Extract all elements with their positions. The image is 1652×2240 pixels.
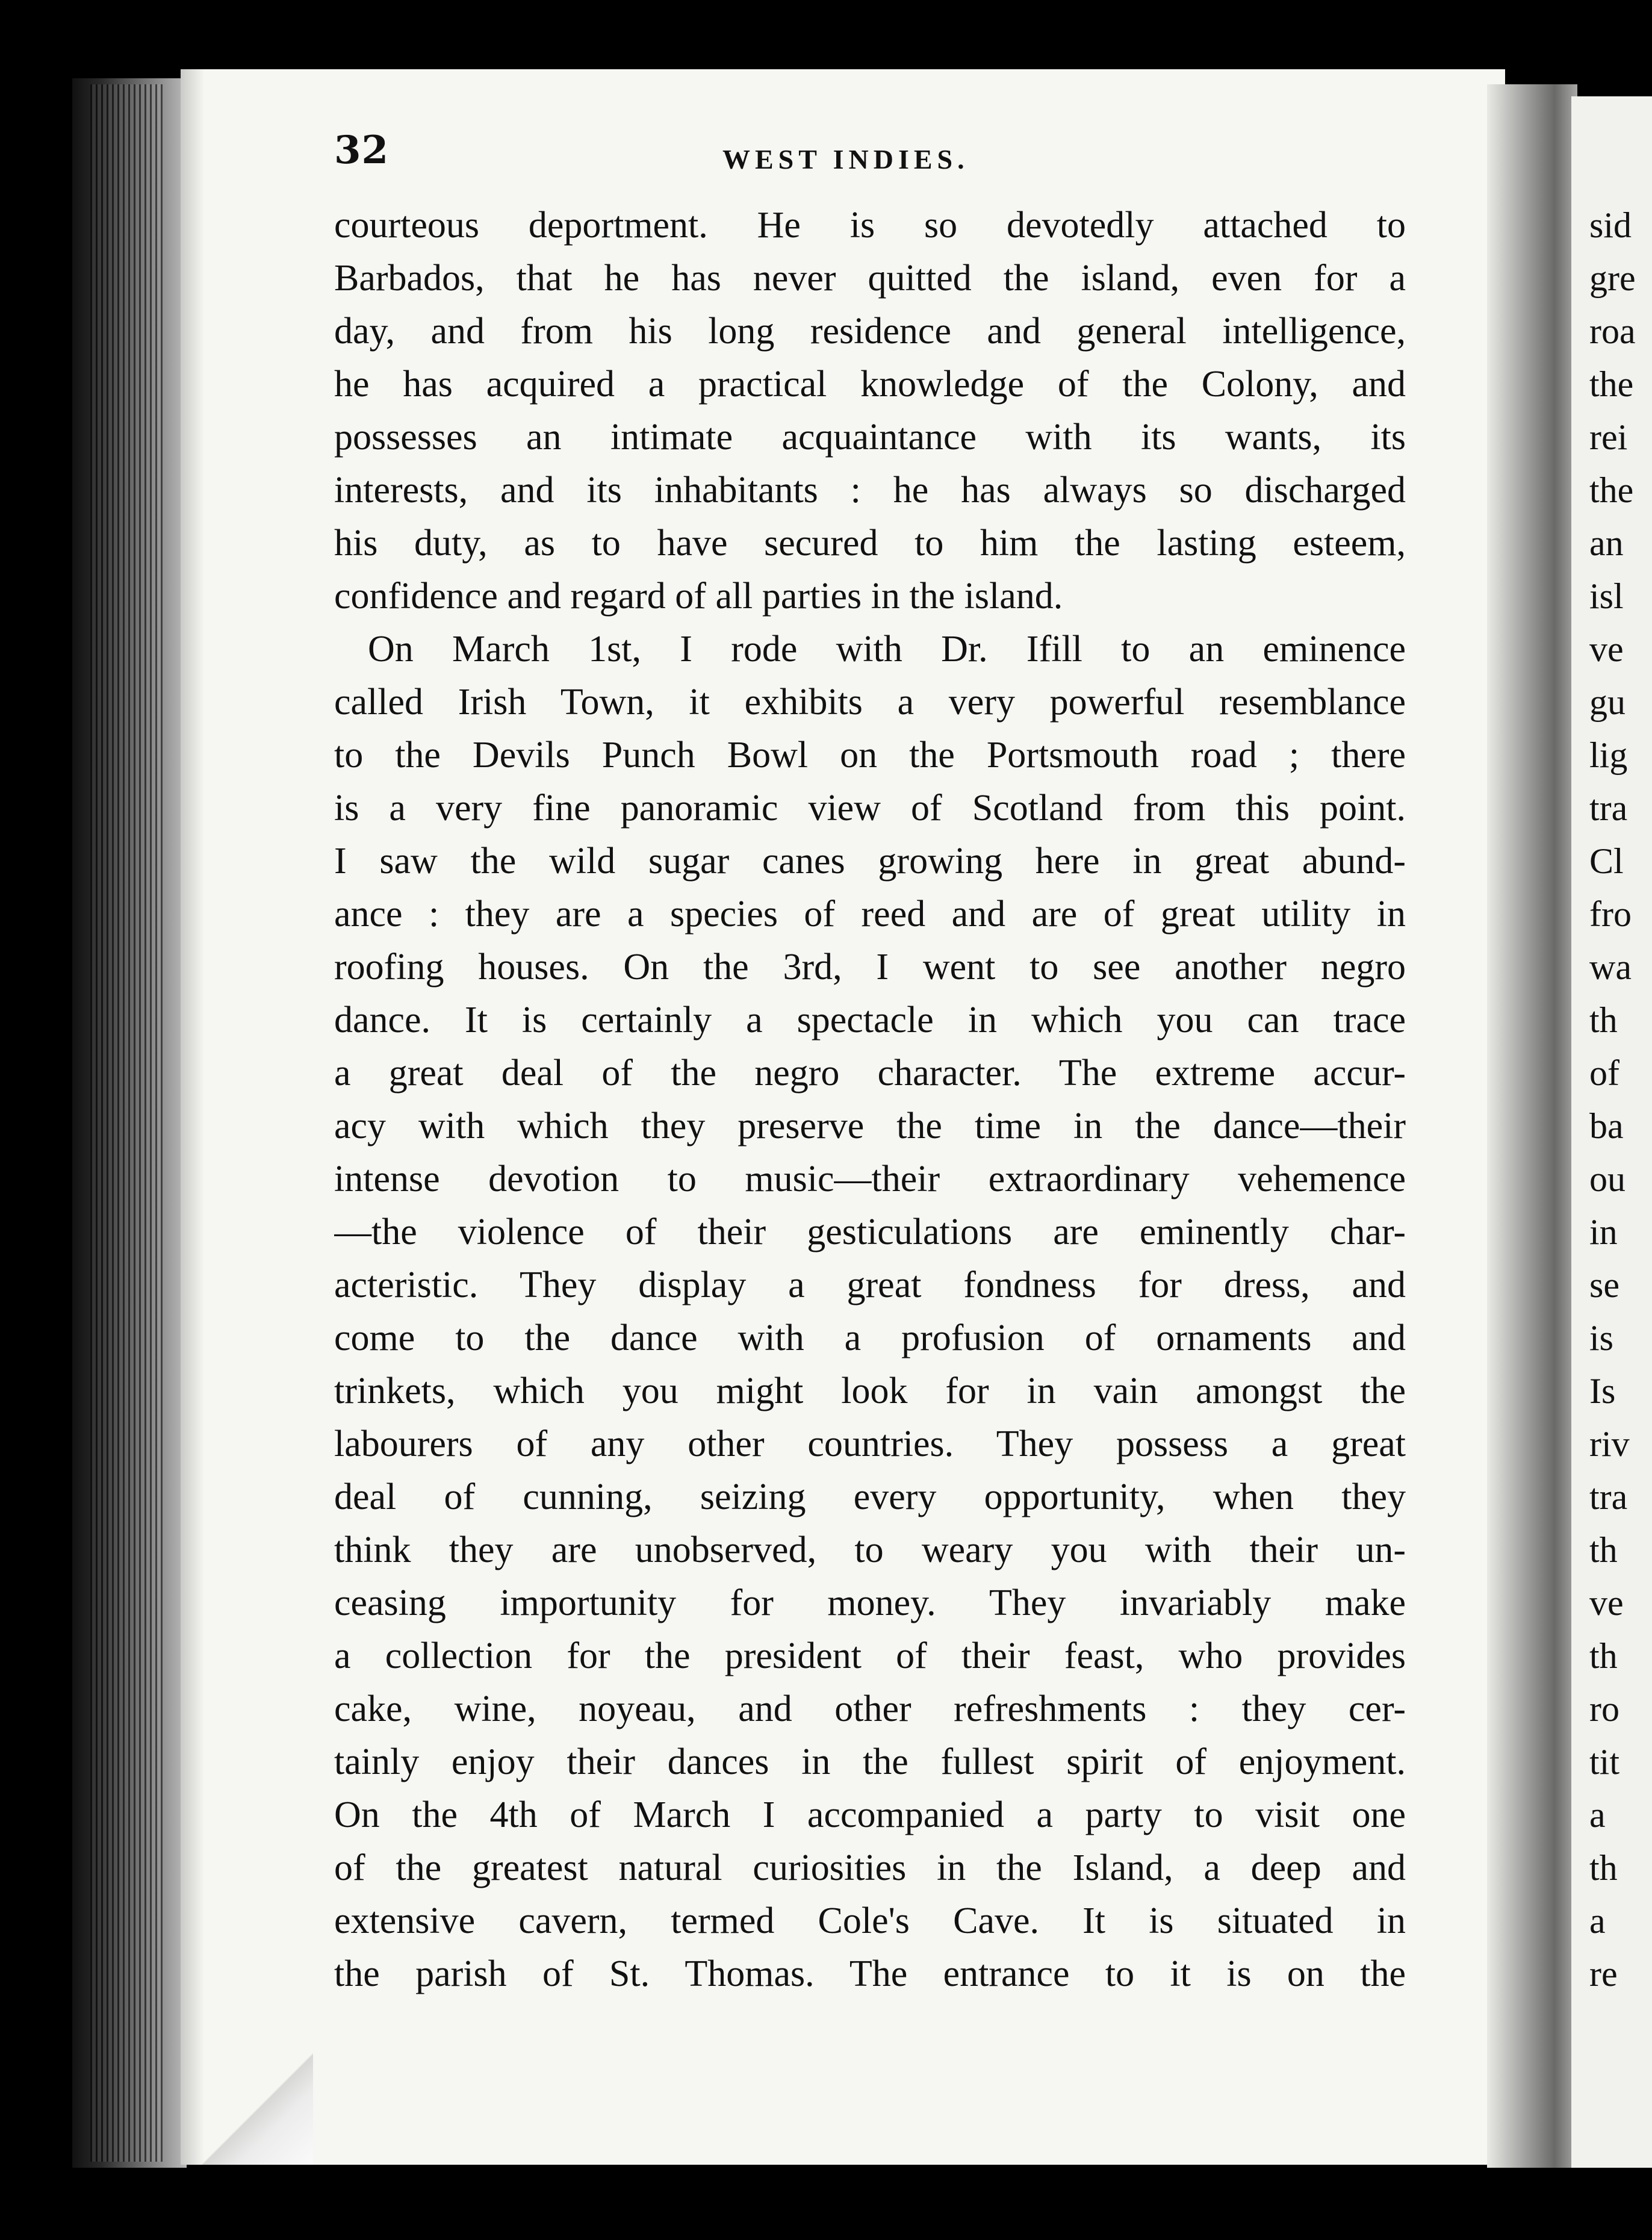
page-corner-curl xyxy=(181,2047,313,2165)
facing-fragment: gre xyxy=(1589,258,1636,298)
facing-fragment: the xyxy=(1589,470,1634,510)
text-line: a collection for the president of their feast, who provides xyxy=(334,1635,1406,1676)
facing-fragment: gu xyxy=(1589,682,1626,722)
facing-fragment: isl xyxy=(1589,576,1624,616)
text-line: come to the dance with a profusion of ornaments and xyxy=(334,1318,1406,1358)
text-line: acteristic. They display a great fondness for dress, and xyxy=(334,1265,1406,1305)
facing-fragment: tit xyxy=(1589,1742,1620,1782)
facing-fragment: in xyxy=(1589,1212,1618,1252)
text-line: interests, and its inhabitants : he has always so discharged xyxy=(334,470,1406,511)
facing-fragment: th xyxy=(1589,1636,1618,1676)
facing-fragment: Is xyxy=(1589,1371,1616,1411)
text-line: acy with which they preserve the time in the dance—their xyxy=(334,1106,1406,1146)
text-line: a great deal of the negro character. The extreme accur- xyxy=(334,1053,1406,1094)
facing-fragment: ba xyxy=(1589,1106,1624,1146)
text-line: roofing houses. On the 3rd, I went to see another negro xyxy=(334,947,1406,988)
text-line: confidence and regard of all parties in the island. xyxy=(334,576,1063,617)
facing-fragment: re xyxy=(1589,1954,1618,1994)
text-line: trinkets, which you might look for in vain amongst the xyxy=(334,1370,1406,1411)
facing-fragment: riv xyxy=(1589,1424,1630,1464)
facing-fragment: a xyxy=(1589,1795,1606,1835)
text-line: On March 1st, I rode with Dr. Ifill to an eminence xyxy=(368,629,1406,670)
text-line: to the Devils Punch Bowl on the Portsmouth road ; there xyxy=(334,735,1406,776)
facing-fragment: roa xyxy=(1589,311,1636,351)
text-line: possesses an intimate acquaintance with its wants, its xyxy=(334,417,1406,458)
facing-fragment: rei xyxy=(1589,417,1628,457)
facing-fragment: fro xyxy=(1589,894,1632,934)
text-line: I saw the wild sugar canes growing here in great abund- xyxy=(334,841,1406,882)
facing-fragment: th xyxy=(1589,1530,1618,1570)
facing-fragment: sid xyxy=(1589,205,1632,245)
text-line: labourers of any other countries. They possess a great xyxy=(334,1423,1406,1464)
facing-fragment: se xyxy=(1589,1265,1619,1305)
text-line: ance : they are a species of reed and are of great utility in xyxy=(334,894,1406,935)
text-line: think they are unobserved, to weary you with their un- xyxy=(334,1529,1406,1570)
book-gutter xyxy=(1487,84,1577,2168)
text-line: deal of cunning, seizing every opportunity, when they xyxy=(334,1476,1406,1517)
facing-fragment: a xyxy=(1589,1901,1606,1941)
text-line: extensive cavern, termed Cole's Cave. It is situated in xyxy=(334,1900,1406,1941)
facing-fragment: tra xyxy=(1589,1477,1628,1517)
facing-fragment: ou xyxy=(1589,1159,1626,1199)
text-line: called Irish Town, it exhibits a very powerful resemblance xyxy=(334,682,1406,723)
facing-fragment: is xyxy=(1589,1318,1614,1358)
text-line: intense devotion to music—their extraordinary vehemence xyxy=(334,1159,1406,1199)
text-line: ceasing importunity for money. They invariably make xyxy=(334,1582,1406,1623)
facing-fragment: Cl xyxy=(1589,841,1624,881)
facing-fragment: the xyxy=(1589,364,1634,404)
text-line: dance. It is certainly a spectacle in which you can trace xyxy=(334,1000,1406,1041)
text-line: day, and from his long residence and general intelligence, xyxy=(334,311,1406,352)
facing-fragment: tra xyxy=(1589,788,1628,828)
page-edges xyxy=(90,84,163,2162)
text-line: the parish of St. Thomas. The entrance to it is on the xyxy=(334,1953,1406,1994)
facing-fragment: lig xyxy=(1589,735,1628,775)
facing-fragment: of xyxy=(1589,1053,1619,1093)
text-line: cake, wine, noyeau, and other refreshments : they cer- xyxy=(334,1688,1406,1729)
text-line: Barbados, that he has never quitted the island, even for a xyxy=(334,258,1406,299)
facing-fragment: ro xyxy=(1589,1689,1619,1729)
facing-fragment: ve xyxy=(1589,1583,1624,1623)
text-line: his duty, as to have secured to him the lasting esteem, xyxy=(334,523,1406,564)
text-line: On the 4th of March I accompanied a party to visit one xyxy=(334,1794,1406,1835)
body-text xyxy=(334,199,1406,2000)
running-head: WEST INDIES. xyxy=(722,144,969,175)
page-number: 32 xyxy=(334,128,390,173)
text-line: tainly enjoy their dances in the fullest spirit of enjoyment. xyxy=(334,1741,1406,1782)
text-line: he has acquired a practical knowledge of the Colony, and xyxy=(334,364,1406,405)
text-line: is a very fine panoramic view of Scotland from this point. xyxy=(334,788,1406,829)
text-line: —the violence of their gesticulations are eminently char- xyxy=(334,1212,1406,1252)
facing-fragment: wa xyxy=(1589,947,1632,987)
facing-fragment: th xyxy=(1589,1848,1618,1888)
facing-fragment: ve xyxy=(1589,629,1624,669)
text-line: courteous deportment. He is so devotedly attached to xyxy=(334,205,1406,246)
facing-fragment: an xyxy=(1589,523,1624,563)
facing-fragment: th xyxy=(1589,1000,1618,1040)
text-line: of the greatest natural curiosities in the Island, a deep and xyxy=(334,1847,1406,1888)
page-inner-shadow xyxy=(181,69,205,2165)
facing-page-text xyxy=(1589,199,1652,2000)
